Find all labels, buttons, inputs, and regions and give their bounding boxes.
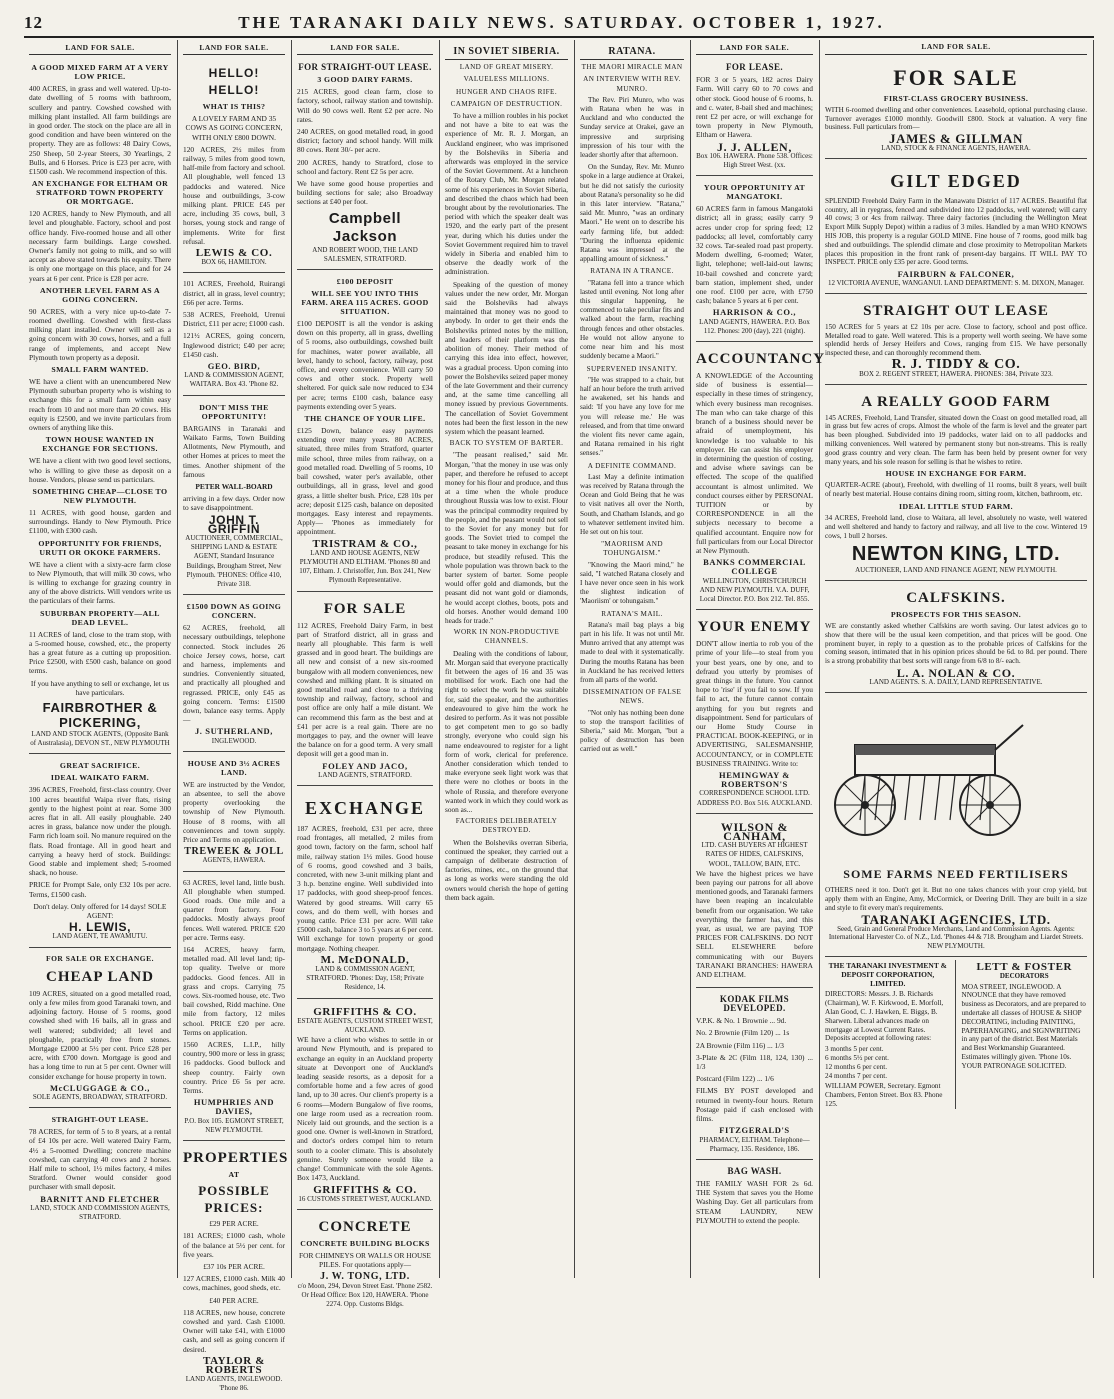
ad-body: 164 ACRES, heavy farm, metalled road. All level land; tip-top quality. Twelve or more paddocks. Good fences. All in grass and crops. Carrying 75 cows. Six-roomed house, etc. Two bail cowshed, Ridd machine. One mile from factory, 12 miles school. PRICE £20 per acre. Terms on application. xyxy=(183,945,285,1037)
firm-name: JOHN T. GRIFFIN xyxy=(207,512,261,536)
article-subhead: FACTORIES DELIBERATELY DESTROYED. xyxy=(455,817,558,835)
firm-address: AUCTIONEER, LAND AND FINANCE AGENT, NEW PLYMOUTH. xyxy=(855,566,1057,575)
article-paragraph: "Ratana fell into a trance which lasted until evening. Not long after this singular happening, he commenced to take peculiar fits and walked about the farm, reaching through fences and other obstacles. He would not allow anyone to come near him and his most suddenly became a Maori." xyxy=(580,278,684,361)
firm-name: NEWTON KING, LTD. xyxy=(851,543,1061,566)
masthead xyxy=(24,10,1094,38)
list-item: 127 ACRES, £1000 cash. Milk 40 cows, machines, good sheds, etc. xyxy=(183,1274,285,1293)
article-paragraph: Ratana's mail bag plays a big part in his life. It was not until Mr. Munro arrived that any attempt was made to deal with it systematically. During the mouths Ratana has been in Auckland he has received letters from all parts of the world. xyxy=(580,620,684,684)
price-line: No. 2 Brownie (Film 120) ... 1s xyxy=(696,1028,790,1038)
firm-name: L. A. NOLAN & CO. xyxy=(896,666,1016,681)
firm-address: c/o Moon, 294, Devon Street East. 'Phone 2582. Or Head Office: Box 120, HAWERA. 'Phone 2274. Opp. Customs Bldgs. xyxy=(297,1281,433,1308)
ad-title: SOME FARMS NEED FERTILISERS xyxy=(843,867,1069,882)
firm-address: LAND AND HOUSE AGENTS, NEW PLYMOUTH AND ELTHAM. 'Phones 80 and 107, Eltham. J. Christoffer, Jun. Box 241, New Plymouth Representative. xyxy=(299,548,431,585)
rate-line: 6 months 5½ per cent. xyxy=(825,1054,889,1063)
firm-name: BARNITT AND FLETCHER xyxy=(40,1193,160,1204)
ad-title: A REALLY GOOD FARM xyxy=(861,393,1051,410)
article-subhead: CAMPAIGN OF DESTRUCTION. xyxy=(450,99,563,108)
ad-title: HOUSE IN EXCHANGE FOR FARM. xyxy=(885,469,1027,479)
ad-title-2: POSSIBLE PRICES: xyxy=(198,1183,270,1216)
ad-sutherland xyxy=(183,598,285,752)
firm-name: TAYLOR & ROBERTS xyxy=(203,1354,265,1376)
firm-address: LAND AGENTS. S. A. DAILY, LAND REPRESENTATIVE. xyxy=(869,677,1043,686)
firm-name: HARRISON & CO., xyxy=(712,307,797,318)
firm-address: LAND AGENTS, STRATFORD. xyxy=(318,770,412,779)
ad-body: 145 ACRES, Freehold, Land Transfer, situated down the Coast on good metalled road, all in grass but few acres of crops. Almost the whole of the farm is level and the greater part has been ploughed. Subdivided into 19 paddocks, water laid on to all paddocks and milking conveniences. Well watered by permanent stony but non-streams. This is really good grass country and very clean. The farm has been held by present owner for very many years, and his sole reason for selling is that he wishes to retire. xyxy=(825,413,1087,466)
article-headline: RATANA. xyxy=(580,47,684,60)
list-item: 181 ACRES; £1000 cash, whole of the balance at 5½ per cent. for five years. xyxy=(183,1231,285,1259)
list-item: 240 ACRES, on good metalled road, in good district; factory and school handy. Will milk 80 cows. Rent 30/- per acre. xyxy=(297,127,433,155)
ad-title: CALFSKINS. xyxy=(906,590,1006,607)
firm-name: TREWEEK & JOLL xyxy=(184,846,284,858)
list-item: £37 10s PER ACRE. xyxy=(203,1261,265,1271)
ad-grocery xyxy=(825,59,1087,159)
ad-kodak xyxy=(696,991,813,1160)
list-item: £40 PER ACRE. xyxy=(209,1295,259,1305)
ad-title: ANOTHER LEVEL FARM AS A GOING CONCERN. xyxy=(40,285,160,304)
ad-subtitle: FIRST-CLASS GROCERY BUSINESS. xyxy=(883,93,1029,103)
section-heading: FOR SALE OR EXCHANGE. xyxy=(45,953,154,963)
ad-body: SPLENDID Freehold Dairy Farm in the Manawatu District of 117 ACRES. Beautiful flat country, all in ryegrass, fenced and subdivided into 12 paddocks, well watered; will carry 40 cows; 3 or 4cs from railway. Three dairy factories (including the Wellington Meat Export Milk Supply Depot) within a radius of 3 miles. Handled by a man WHO KNOWS HIS JOB, this property is a regular GOLD MINE. Fine house of 7 rooms, good milk bag shed and outbuildings. The splendid climate and close proximity to Metropolitan Markets places this proposition in the front rank of present-day bargains. IT WILL PAY TO INSPECT. PRICE only £35 per acre. Good terms. xyxy=(825,196,1087,267)
article-paragraph: Dealing with the conditions of labour, Mr. Morgan said that everyone practically fit between the ages of 16 and 35 was mobilised for work. Each one had the right to select the work he was suitable for, said the speaker, and the authorities endeavoured to give him the work he desired to perform. As it was not possible to get competent men to go so badly strongly, everyone who could sign his name endeavoured to register for a light form of work, clerical for preference. Another consideration which tended to make everyone seek light work was that there were no clothes or boots in the whole of Russia, and therefore everyone wanted work in which they could work as soon as... xyxy=(445,648,568,815)
ad-exchange xyxy=(297,789,433,999)
ad-accountancy xyxy=(696,345,826,610)
article-headline: IN SOVIET SIBERIA. xyxy=(445,47,568,60)
ad-griffin xyxy=(183,399,285,595)
ad-body: MOA STREET, INGLEWOOD. A NNOUNCE that they have removed business as Decorators, and are prepared to undertake all classes of HOUSE & SHOP DECORATING, including PAINTING, PAPERHANGING, and SIGNWRITING in any part of the district. Best Materials and Best Workmanship Guaranteed. Estimates willingly given. 'Phone 10s. YOUR PATRONAGE SOLICITED. xyxy=(961,982,1086,1070)
firm-name: M. McDONALD, xyxy=(320,953,410,966)
list-item: 215 ACRES, good clean farm, close to factory, school, railway station and township. Will do 90 cows well. Rent £2 per acre. No rates. xyxy=(297,87,433,124)
rate-line: 12 months 6 per cent. xyxy=(825,1062,888,1071)
column-2-heading: LAND FOR SALE. xyxy=(183,43,285,55)
ad-body: THE FAMILY WASH FOR 2s 6d. THE System that saves you the Home Washing Day. Get all particulars from STEAM LAUNDRY, NEW PLYMOUTH to extend the people. xyxy=(696,1178,813,1225)
ad-great-sacrifice xyxy=(29,757,171,947)
article-subhead: LAND OF GREAT MISERY. xyxy=(459,63,554,72)
ad-body: OTHERS need it too. Don't get it. But no one takes chances with your crop yield, but apply them with an Engine, Amy, McCormick, or Deering Drill. They are built in a size and style to fit every man's requirements. xyxy=(825,886,1087,913)
ad-body: 34 ACRES, Freehold land, close to Waitara, all level, absolutely no waste, well watered and well sheltered and handy to factory and railway, and all live to the cow. Wintered 19 cows, 1 bull 2 horses. xyxy=(825,513,1087,540)
article-paragraph: To have a million roubles in his pocket and not have a bite to eat was the experience of Mr. R. J. Morgan, an Auckland engineer, who was imprisoned by the Bolsheviks in Siberia and afterwards was employed in the service of the Soviet Government. At a luncheon of the Rotary Club, Mr. Morgan related some of his experiences in Soviet Siberia, and described the chaos which had been brought about by the revolutionaries. The period with which the speaker dealt was 1920, and the early part of the present year, during which his duties under the Soviet Government required him to travel widely in Siberia and enabled him to observe the deadly work of the administration. xyxy=(445,111,568,277)
ad-title: STRAIGHT OUT LEASE xyxy=(863,302,1049,319)
ad-title: IDEAL LITTLE STUD FARM. xyxy=(899,501,1013,511)
ad-subtitle: IDEAL WAIKATO FARM. xyxy=(50,773,150,783)
list-item: 101 ACRES, Freehold, Ruirangi district, all in grass, level country; £66 per acre. Terms. xyxy=(183,279,285,307)
article-paragraph: Last May a definite intimation was received by Ratana through the Ocean and Gold Being that he was to visit natives all over the North, South, and Chatham Islands, and go to whatever settlement invited him. He set out on his tour. xyxy=(580,472,684,536)
ad-body: £125 Down, balance easy payments extending over many years. 80 ACRES, situated, three miles from Stratford, quarter mile school, three miles from railway, on a good metalled road. Dwelling of 5 rooms, 10 bail cowshed, water per's available, other outbuildings, all in grass, level and good grass, a little shelter bush. Price, £28 10s per acre; deposit £125 cash, balance on deposited mortgages. Easy interest and repayments. Apply— 'Phones as immediately for appointment. xyxy=(297,426,433,537)
article-subhead: WORK IN NON-PRODUCTIVE CHANNELS. xyxy=(453,628,560,646)
firm-address: WELLINGTON, CHRISTCHURCH AND NEW PLYMOUTH. V.A. DUFF, Local Director. P.O. Box 212. Tel. 855. xyxy=(699,576,810,603)
ad-subtitle: 3 GOOD DAIRY FARMS. xyxy=(317,75,413,85)
firm-name: J. SUTHERLAND, xyxy=(194,726,274,737)
ad-body: FOR CHIMNEYS OR WALLS OR HOUSE PILES. For quotations apply— xyxy=(299,1250,431,1270)
ad-body: 400 ACRES, in grass and well watered. Up-to-date dwelling of 5 rooms with bathroom, scullery and pantry. Cowshed cowshed with milking plant installed. All farm buildings are in good order. The stock on the place are all in good condition and have been wintered on the property. They are as follows: 48 Dairy Cows, 250 Sheep, 50 2-year Steers, 30 Yearlings, 2 Bulls, and 6 Horses. Price is £23 per acre, with £1500 cash. We recommend inspection of this. xyxy=(29,84,171,177)
article-subhead: RATANA'S MAIL. xyxy=(601,609,663,618)
firm-address: AND ROBERT WOOD, THE LAND SALESMEN, STRATFORD. xyxy=(312,245,418,263)
ad-price: PRICE for Prompt Sale, only £32 10s per acre. Terms, £1500 cash. xyxy=(29,880,171,899)
ad-title: FOR STRAIGHT-OUT LEASE. xyxy=(298,62,432,73)
firm-address: AUCTIONEER, COMMERCIAL, SHIPPING LAND & ESTATE AGENT, Standard Insurance Buildings, Brougham Street, New Plymouth. 'PHONES: Office 410, Private 318. xyxy=(185,533,283,588)
ad-hello xyxy=(183,59,285,273)
ad-body: 60 ACRES farm in famous Mangatoki district; all in grass; easily carry 9 acres under crop for spring feed; 12 paddocks; all level, comfortably carry 32 cows. Tar-sealed road past property. Modern dwelling, 6-roomed; Water, light, telephone; well-laid-out lawns; 10-bail cowshed and concrete yard; barn station, implement shed, under one roof. £100 per acre, with £750 cash; balance 5 years at 6 per cent. xyxy=(696,204,813,306)
ad-body: 120 ACRES, handy to New Plymouth, and all level and ploughable. Factory, school and post office handy. Five-roomed house and all other necessary farm buildings. Large cowshed. Owner's family not going to milk, and so will accept as above stated towards his equity. There is only one mortgage on this place, and for 24 years at 6 per cent. Price is £28 per acre. xyxy=(29,209,171,283)
firm-address: SOLE AGENTS, BROADWAY, STRATFORD. xyxy=(32,1093,168,1102)
ad-body: 63 ACRES, level land, little bush. All ploughable when stumped. Good roads. One mile and a quarter from factory. Four paddocks. Mostly always proof fences. Well watered. PRICE £20 per acre. Terms easy. xyxy=(183,877,285,942)
firm-address: LAND AGENT, TE AWAMUTU. xyxy=(52,932,148,941)
ad-body: A LOVELY FARM AND 35 COWS AS GOING CONCERN, WITH ONLY £800 DOWN. xyxy=(185,114,283,142)
firm-name: H. LEWIS, xyxy=(68,920,132,935)
column-6-heading: LAND FOR SALE. xyxy=(696,43,813,55)
ad-body: WE have a client who wishes to settle in or around New Plymouth, and is prepared to exchange an equity in an Auckland property situate at Devonport one of Auckland's leading seaside resorts, as a deposit for a comfortable home and a few acres of good land, up to 30 acres. Our client's property is a 6 rooms—Modern Bungalow of five rooms, one large room used as a recreation room. Nicely laid out grounds, and the section is a good one. Owner is well-known in Stratford, and doctor's orders compel him to return south to a cooler climate. This is absolutely genuine. Surely someone would like a change! Communicate with the sole Agents. Box 1473, Auckland. xyxy=(297,1035,433,1183)
ad-subtitle: WILL SEE YOU INTO THIS FARM. AREA 115 ACRES. GOOD SITUATION. xyxy=(301,289,429,317)
ad-title: FOR SALE xyxy=(323,600,407,617)
ad-body: 150 ACRES for 5 years at £2 10s per acre. Close to factory, school and post office. Metalled road to gate. Well watered. This is a property well worth seeing. We have some splendid herds of Jersey Heifers and Cows, ranging from £15. We have personally inspected these, and can thoroughly recommend them. xyxy=(825,322,1087,358)
ad-100-deposit xyxy=(297,273,433,591)
ad-straight-out-lease xyxy=(29,1111,171,1227)
ad-note: FILMS BY POST developed and returned in twenty-four hours. Return Postage paid if cash enclosed with films. xyxy=(696,1086,813,1124)
ad-title: HOUSE AND 3½ ACRES LAND. xyxy=(187,758,281,777)
ad-properties xyxy=(183,1144,289,1398)
ad-subtitle: PROSPECTS FOR THIS SEASON. xyxy=(890,610,1022,620)
ad-title: £100 DEPOSIT xyxy=(336,277,394,287)
firm-name: FAIRBROTHER & PICKERING, xyxy=(42,699,158,730)
ad-fertilisers xyxy=(825,696,1087,957)
ad-body: We have the highest prices we have been paying our patrons for all above mentioned goods, and Taranaki farmers have been reaping an incalculable benefit from our organisation. We take everything the farmer has, and this year, as usual, we are paying TOP PRICES FOR CALFSKINS. DO NOT SELL ELSEWHERE before communicating with our Buyers TARANAKI BRANCHES: HAWERA AND ELTHAM. xyxy=(696,868,813,980)
ad-body: 1560 ACRES, L.I.P., hilly country, 900 more or less in grass; 16 paddocks. Good bullock and sheep country. Fairly own country. Price £6 5s per acre. Terms. xyxy=(183,1040,285,1096)
ad-body: 109 ACRES, situated on a good metalled road, only a few miles from good Taranaki town, and adjoining factory. House of 5 rooms, good cowshed shed with 16 bails, all in grass and well watered; subdivided; all level and ploughable, practically free from stones. Mortgage £2000 at 5½ per cent. Price £28 per acre, with £700 down. Mortgage is good and has a long time to run at 5 per cent. Owner will consider exchange for house property in town. xyxy=(29,988,171,1081)
ad-bag-wash xyxy=(696,1163,813,1233)
column-6 xyxy=(691,40,826,1278)
ad-note: Don't delay. Only offered for 14 days! SOLE AGENT: xyxy=(33,901,167,920)
firm-address: LAND AGENTS, HAWERA. P.O. Box 112. Phones: 200 (day), 221 (night). xyxy=(699,317,810,335)
article-paragraph: Speaking of the question of money values under the new order, Mr. Morgan said the Bolsheviks had always maintained that money was no good to anybody. In order to get their ends the Bolsheviks printed notes by the million, and leaders of their platform was the abolition of money. Their method of carrying this idea into effect, however, was a gradual process. Upon coming into power the Bolsheviks seized paper money of the late Government and their currency and, at the same time cancelling all money issued by previous Governments. The cancellation of Soviet Government notes had been the first lesson in the new system which the peasant learned. xyxy=(445,279,568,436)
ad-wilson-canham xyxy=(696,817,813,988)
article-subhead: A DEFINITE COMMAND. xyxy=(587,461,677,470)
firm-name: BANKS COMMERCIAL COLLEGE xyxy=(703,557,806,577)
ad-title: £1500 DOWN AS GOING CONCERN. xyxy=(186,602,282,621)
ad-body: arriving in a few days. Order now to save disappointment. xyxy=(183,494,285,513)
ad-cheap-land xyxy=(29,951,171,1109)
column-1-heading: LAND FOR SALE. xyxy=(29,43,171,55)
ad-title: ACCOUNTANCY xyxy=(696,351,826,368)
firm-address: ESTATE AGENTS, CUSTOM STREET WEST, AUCKLAND. xyxy=(297,1016,433,1035)
firm-address: CORRESPONDENCE SCHOOL LTD. ADDRESS P.O. Box 516. AUCKLAND. xyxy=(696,789,813,807)
ad-title: A GOOD MIXED FARM AT A VERY LOW PRICE. xyxy=(31,63,169,82)
article-paragraph: "Knowing the Maori mind," he said, "I watched Ratana closely and I have never once seen in his work the slightest indication of 'Maoriism' or tohungaism." xyxy=(580,560,684,606)
firm-name: Campbell Jackson xyxy=(328,209,402,245)
ad-geo-bird xyxy=(183,276,285,395)
ad-title: THE CHANCE OF YOUR LIFE. xyxy=(304,414,426,424)
firm-name: HUMPHRIES AND DAVIES, xyxy=(193,1097,275,1117)
seed-drill-illustration xyxy=(825,705,1025,855)
ad-product: PETER WALL-BOARD xyxy=(195,481,273,491)
page-number: 12 xyxy=(24,13,43,32)
firm-name: R. J. TIDDY & CO. xyxy=(891,356,1021,372)
firm-name: GRIFFITHS & CO. xyxy=(313,1005,417,1018)
article-subhead: SUPERVENED INSANITY. xyxy=(586,364,678,373)
firm-address: Box 106. HAWERA. Phone 538. Offices: High Street West. (xx. xyxy=(696,151,813,170)
ad-body: 11 ACRES of land, close to the tram stop, with a 5-roomed house, cowshed, etc., the property has a great future as a cutting up proposition. Price £2500, with £500 cash, balance on good terms. xyxy=(29,629,171,676)
firm-name: WILSON & CANHAM, xyxy=(720,819,789,844)
article-paragraph: "The peasant realised," said Mr. Morgan, "that the money in use was only paper, and therefore he refused to accept money for his flour and produce, and thus at a time when the whole produce throughout Russia was low to exist. Flour was the principal commodity required by the people, and the peasant would not sell to the Soviet for any money but for goods. The Soviet tried to compel the peasant to take money in exchange for his produce, but steadily refused. This the whole population was thrown back to the barter system of barter. Some people would offer gold and diamonds, but the peasant did not want gold or diamonds, he would accept clothes, boots, pots and old horses. Another would demand 100 heads for trade." xyxy=(445,450,568,625)
firm-address: AGENTS, HAWERA. xyxy=(202,856,266,865)
article-subhead: "MAORIISM AND TOHUNGAISM." xyxy=(601,540,663,558)
ad-title: DON'T MISS THE OPPORTUNITY! xyxy=(199,402,269,421)
firm-address: PHARMACY, ELTHAM. Telephone— Pharmacy, 135. Residence, 186. xyxy=(699,1135,810,1153)
ad-title: GILT EDGED xyxy=(890,170,1022,191)
ad-title: OPPORTUNITY FOR FRIENDS, URUTI OR OKOKE FARMERS. xyxy=(38,538,162,557)
ad-title: EXCHANGE xyxy=(304,797,425,818)
list-item: £29 PER ACRE. xyxy=(209,1219,259,1229)
ad-body: WE are constantly asked whether Calfskins are worth saving. Our latest advices go to show that there will be the usual keen competition, and that prices will be good. One prominent buyer, in reply to a question as to the probable prices of Calfskins for the coming season, intimated that in his opinion prices should be 6d. to 8d. per pound. There is a strong probability that best sorts will range from 6/8 to 8/- each. xyxy=(825,622,1087,666)
ad-house-land xyxy=(183,755,285,872)
firm-address: P.O. Box 105. EGMONT STREET, NEW PLYMOUTH. xyxy=(184,1116,284,1134)
article-subhead: VALUELESS MILLIONS. xyxy=(463,75,550,84)
article-subhead: AN INTERVIEW WITH REV. MUNRO. xyxy=(583,75,681,93)
ad-subtitle: WHAT IS THIS? xyxy=(202,102,266,112)
column-5-article xyxy=(575,40,691,1278)
ad-for-sale xyxy=(297,595,433,786)
article-paragraph: When the Bolsheviks overran Siberia, continued the speaker, they carried out a campaign of deliberate destruction of factories, mines, etc., on the ground that as long as works were standing the old owners would cherish the hope of getting them back again. xyxy=(445,837,568,902)
price-line: V.P.K. & No. 1 Brownie ... 9d. xyxy=(696,1016,787,1026)
ad-concrete xyxy=(297,1213,433,1314)
ad-body: 78 ACRES, for term of 5 to 8 years, at a rental of £4 10s per acre. Well watered Dairy Farm, 4½ a 5-roomed Dwelling; concrete machine cowshed, can carrying 40 cows and 2 horses. Half mile to school, 1½ miles factory, 4 miles Stratford. Owner would consider good purchaser with small deposit. xyxy=(29,1127,171,1192)
list-item: 538 ACRES, Freehold, Urenui District, £11 per acre; £1000 cash. xyxy=(183,310,285,329)
ad-title: BAG WASH. xyxy=(727,1165,782,1176)
list-item: 118 ACRES, new house, concrete cowshed and yard. Cash £1000. Owner will take £41, with £1000 cash, and sell as going concern if desired. xyxy=(183,1307,285,1354)
firm-address: BOX 66, HAMILTON. xyxy=(201,258,267,267)
ad-title: THE TARANAKI INVESTMENT & DEPOSIT CORPORATION, LIMITED. xyxy=(828,961,947,988)
ad-straight-out-lease xyxy=(297,59,433,270)
article-subhead: DISSEMINATION OF FALSE NEWS. xyxy=(582,688,682,706)
ad-body: QUARTER-ACRE (about), Freehold, with dwelling of 11 rooms, built 8 years, well built of nearly best material. House contains dining room, sitting room, kitchen, bathroom, etc. xyxy=(825,481,1087,499)
column-3 xyxy=(292,40,440,1308)
article-paragraph: The Rev. Piri Munro, who was with Ratana when he was in Auckland and who conducted the Sunday service at Orakei, gave an impressive and surprising impression of his tour with the leader shortly after that afternoon. xyxy=(580,95,684,160)
ad-griffiths xyxy=(297,1002,433,1210)
article-paragraph: "He was strapped to a chair, but half an hour before the truth arrived he awakened, set his hands and said: 'If you have any love for me you will release me.' He was released, and from that time onward the violent fits never came again, and Ratana remained in his right senses." xyxy=(580,375,684,458)
rate-line: 24 months 7 per cent. xyxy=(825,1071,888,1080)
ad-body: 11 ACRES, with good house, garden and surroundings. Handy to New Plymouth. Price £1100, with £300 cash. xyxy=(29,507,171,536)
ad-humphries xyxy=(183,875,285,1141)
ad-title: SUBURBAN PROPERTY—ALL DEAD LEVEL. xyxy=(40,608,160,627)
column-7 xyxy=(820,40,1094,1278)
ad-note: We have some good house properties and building sections for sale; also Broadway sections at £40 per foot. xyxy=(297,179,433,207)
firm-name: FAIRBURN & FALCONER, xyxy=(897,269,1015,280)
article-paragraph: On the Sunday, Rev. Mr. Munro spoke in a large audience at Orakei, but he did not satisfy the curiosity about Ratana's personality so he did in this later interview. "Ratana," said Mr. Munro, "was an ordinary Maori." He went on to describe his early farming life, but added: "During the influenza epidemic Ratana was impressed at the appalling amount of sickness." xyxy=(580,163,684,264)
ad-title: CONCRETE xyxy=(318,1218,412,1235)
ad-body: WE have a client with an unencumbered New Plymouth suburban property who is wishing to exchange this for a small farm within easy reach from 10 and not more than 20 cows. His equity is £2500, and we invite particulars from owners of anything like this. xyxy=(29,377,171,433)
firm-name: McCLUGGAGE & CO., xyxy=(50,1082,150,1093)
ad-title: GREAT SACRIFICE. xyxy=(59,761,141,771)
firm-address: Seed, Grain and General Produce Merchants, Land and Commission Agents. Agents: International Harvester Co. of N.Z., Ltd. 'Phones 44 & 718. Brougham and Liardet Streets. NEW PLYMOUTH. xyxy=(828,924,1084,951)
firm-name: LEWIS & CO. xyxy=(195,247,273,260)
firm-address: LAND & COMMISSION AGENT, WAITARA. Box 43. 'Phone 82. xyxy=(184,371,284,389)
column-1 xyxy=(24,40,178,1278)
bottom-ads-row xyxy=(825,960,1087,1109)
firm-address: LAND, STOCK & FINANCE AGENTS, HAWERA. xyxy=(881,143,1031,152)
firm-address: LAND AND STOCK AGENTS, (Opposite Bank of Australasia), DEVON ST., NEW PLYMOUTH xyxy=(30,729,170,748)
ad-good-farm xyxy=(825,388,1087,582)
list-item: 200 ACRES, handy to Stratford, close to school and factory. Rent £2 5s per acre. xyxy=(297,157,433,176)
ad-straight-out-lease xyxy=(825,297,1087,385)
firm-name: J. W. TONG, LTD. xyxy=(320,1271,410,1283)
firm-name: FOLEY AND JACO, xyxy=(322,760,408,771)
column-4-article xyxy=(440,40,575,1278)
column-2 xyxy=(178,40,292,1393)
ad-body: WE have a client with two good level sections, who is willing to give these as deposit on a house. Vendors, please send us particulars. xyxy=(29,456,171,484)
firm-name: GRIFFITHS & CO. xyxy=(313,1183,417,1196)
ad-mangatoki xyxy=(696,179,813,342)
price-line: 3-Plate & 2C (Film 118, 124, 130) ... 1/3 xyxy=(696,1052,813,1072)
ad-title: HELLO! HELLO! xyxy=(208,66,260,98)
ad-calfskins xyxy=(825,584,1087,693)
firm-address: 12 VICTORIA AVENUE, WANGANUI. LAND DEPARTMENT: S. M. DIXON, Manager. xyxy=(827,278,1085,287)
ad-investment xyxy=(825,960,956,1109)
ad-detail: 120 ACRES, 2½ miles from railway, 5 miles from good town, half-mile from factory and school. All ploughable, well fenced 13 paddocks and watered. Nice house and outbuildings, 3-cow milking plant. PRICE £45 per acre, including 35 cows, bull, 3 horses, young stock and range of implements. Write for first refusal. xyxy=(183,144,285,246)
ad-your-enemy xyxy=(696,613,813,814)
ad-signature: WILLIAM POWER, Secretary. Egmont Chambers, Fenton Street. Box 83. Phone 125. xyxy=(825,1082,943,1108)
firm-name: LETT & FOSTER xyxy=(976,961,1073,974)
ad-for-lease xyxy=(696,59,813,176)
ad-body: DON'T allow inertia to rob you of the prime of your life—to steal from you your best years, one by one, and to defraud you utterly by promises of great things in the future. You cannot hope to 'rise' if you fail to sow. If you fail to act, the future cannot contain anything for you but regrets and disappointment. Send for particulars of our Home Study Course in PRACTICAL BOOK-KEEPING, or in ADVERTISING, SALESMANSHIP, ACCOUNTANCY, or in COMPLETE BUSINESS TRAINING. Write to: xyxy=(696,639,813,768)
ad-title: SMALL FARM WANTED. xyxy=(51,365,149,375)
price-line: Postcard (Film 122) ... 1/6 xyxy=(696,1074,774,1084)
ad-title: YOUR OPPORTUNITY AT MANGATOKI. xyxy=(703,183,806,202)
ad-body: BARGAINS in Taranaki and Waikato Farms, Town Building Allotments, New Plymouth, and other Homes at prices to meet the times. Another shipment of the famous xyxy=(183,423,285,479)
ad-subtitle: AT xyxy=(228,1170,240,1180)
ad-gilt-edged xyxy=(825,162,1087,294)
ad-mixed-farm xyxy=(29,59,171,754)
ad-body: WE have a client with a sixty-acre farm close to New Plymouth, that will milk 30 cows, who is willing to exchange for grazing country in any of the above districts. Will vendors write us the particulars of their farms. xyxy=(29,559,171,606)
article-subhead: BACK TO SYSTEM OF BARTER. xyxy=(449,439,564,448)
ad-body: DIRECTORS: Messrs. J. B. Richards (Chairman), W. F. Kirkwood, E. Morfoll, Alan Good, C. J. Hawken, E. Biggs, B. Sharwen. Liberal advances made on mortgage at Lowest Current Rates. Deposits accepted at following rates: xyxy=(825,990,944,1043)
article-subhead: RATANA IN A TRANCE. xyxy=(590,267,674,276)
firm-name: GEO. BIRD, xyxy=(207,361,261,372)
article-subhead: THE MAORI MIRACLE MAN xyxy=(581,63,683,72)
firm-name: TRISTRAM & CO., xyxy=(312,537,418,550)
firm-name: J. J. ALLEN, xyxy=(717,139,792,154)
column-3-heading: LAND FOR SALE. xyxy=(297,43,433,55)
firm-address: LAND, STOCK AND COMMISSION AGENTS, STRATFORD. xyxy=(30,1203,170,1222)
firm-address: 16 CUSTOMS STREET WEST, AUCKLAND. xyxy=(298,1194,432,1203)
firm-address: LAND & COMMISSION AGENT, STRATFORD. 'Phones: Day, 158; Private Residence, 14. xyxy=(306,965,424,992)
ad-title: AN EXCHANGE FOR ELTHAM OR STRATFORD TOWN PROPERTY OR MORTGAGE. xyxy=(31,179,169,207)
price-line: 2A Brownie (Film 116) ... 1/3 xyxy=(696,1040,785,1050)
ad-title: CHEAP LAND xyxy=(46,968,154,985)
ad-body: WITH 6-roomed dwelling and other conveniences. Leasehold, optional purchasing clause. Turnover averages £1000 monthly. Goodwill £800. Stock at valuation. A very fine business. Full particulars from— xyxy=(825,105,1087,132)
ad-body: 187 ACRES, freehold, £31 per acre, three road frontages, all metalled, 2 miles from good town, factory on the farm, school half mile, railway station 1½ miles. Good house of 6 rooms, good cowshed and 3 bails, concreted, with new 3-unit milking plant and 3 h.p. benzine engine. Well subdivided into 17 paddocks, with good sheep-proof fences. Watered by good streams. Will carry 65 cows, and do them well, with horses and young cattle. Price £31 per acre. Will take £5000 cash, balance 3 to 5 years at 6 per cent. Will exchange for town property or good mortgage. Nothing cheaper. xyxy=(297,823,433,953)
ad-note: If you have anything to sell or exchange, let us have particulars. xyxy=(30,678,170,697)
ad-body: A KNOWLEDGE of the Accounting side of business is essential—especially in these times of stringency, which every business man recognises. The man who can take charge of this branch of a business should never be afraid of unemployment, his knowledge is too valuable to his employer. He can assist his employer in determining the question of costing, and advise where savings can be effected. The scope of the qualified accountant is almost unlimited. We conduct courses either by PERSONAL TUITION or by CORRESPONDENCE in all the subjects necessary to become a qualified accountant. Enquire now for full particulars from our Local Director at New Plymouth. xyxy=(696,371,813,555)
ad-title: SOMETHING CHEAP—CLOSE TO NEW PLYMOUTH. xyxy=(32,486,168,505)
ad-title: FOR SALE xyxy=(893,64,1019,90)
ad-body: £100 DEPOSIT is all the vendor is asking down on this property, all in grass, dwelling of 5 rooms, also outbuildings, cowshed built for machines, water power available, all level, handy to school, factory, railway, post office, and every convenience. Will carry 50 cows and other stock. Property well sheltered. For quick sale now reduced to £34 per acre; terms £100 cash, balance easy payments extending over 5 years. xyxy=(297,319,433,411)
ad-body: 396 ACRES, Freehold, first-class country. Over 100 acres beautiful Waipa river flats, rising gently to the highest point at rear. Some 300 acres flat in all. All easily ploughable. 240 acres in grass, balance now under the plough. Farm rich loam soil. No manure required on the flats. Road frontage. All in good heart and carrying a heavy herd of stock. Buildings: Good stable and implement shed; 5-roomed shack, no house. xyxy=(29,785,171,878)
ad-title: YOUR ENEMY xyxy=(697,619,812,636)
firm-address: BOX 2. REGENT STREET, HAWERA. PHONES: 384, Private 323. xyxy=(859,369,1053,378)
rate-line: 3 months 5 per cent. xyxy=(825,1045,884,1054)
firm-address: DECORATORS xyxy=(999,971,1049,980)
ad-body: WE are instructed by the Vendor, an absentee, to sell the above property overlooking the township of New Plymouth. House of 8 rooms, with all conveniences and town supply. Price and Terms on application. xyxy=(183,779,285,844)
firm-name: FITZGERALD'S xyxy=(719,1125,790,1136)
ad-title: TOWN HOUSE WANTED IN EXCHANGE FOR SECTIONS. xyxy=(42,435,158,454)
ad-body: 90 ACRES, with a very nice up-to-date 7-roomed dwelling. Cowshed with first-class milking plant installed. Owner will sell as a going concern with 30 cows, horses, and a full range of implements, and accept New Plymouth town property as a deposit. xyxy=(29,306,171,362)
ad-title: STRAIGHT-OUT LEASE. xyxy=(51,1115,149,1125)
ad-title: KODAK FILMS DEVELOPED. xyxy=(719,994,790,1014)
firm-name: TARANAKI AGENCIES, LTD. xyxy=(861,911,1051,927)
firm-name: HEMINGWAY & ROBERTSON'S xyxy=(719,770,790,790)
ad-body: FOR 3 or 5 years, 182 acres Dairy Farm. Will carry 60 to 70 cows and other stock. Good house of 6 rooms, h. and c. water, 8-bail shed and machines; rent £2 per acre, or will exchange for town property in New Plymouth, Eltham or Hawera. xyxy=(696,75,813,140)
list-item: 121½ ACRES, going concern, Inglewood district; £40 per acre; £1450 cash. xyxy=(183,331,285,359)
article-paragraph: "Not only has nothing been done to stop the transport facilities of Siberia," said Mr. Morgan, "but a policy of destruction has been carried out as well." xyxy=(580,708,684,754)
firm-address: INGLEWOOD. xyxy=(211,736,257,745)
ad-title: PROPERTIES xyxy=(183,1150,289,1167)
ad-lett-foster xyxy=(962,960,1088,1109)
ad-body: 112 ACRES, Freehold Dairy Farm, in best part of Stratford district, all in grass and nearly all ploughable. This farm is well grassed and in good heart. The buildings are all new and consist of a new six-roomed bungalow with all modern conveniences, new cowshed and milking plant. It is situated on good metalled road and close to a thriving township and railway, factory, school and post office are only half a mile distant. We can recommend this farm as the best and at £41 per acre is a real gain. There are no mortgages to pay, and the owner will leave the balance on for a good term. A very small deposit will get a good man in. xyxy=(297,620,433,759)
firm-address: LAND AGENTS, INGLEWOOD. 'Phone 86. xyxy=(185,1375,283,1393)
ad-title: FOR LEASE. xyxy=(725,62,783,73)
ad-body: 62 ACRES, freehold, all necessary outbuildings, telephone connected. Stock includes 26 choice Jersey cows, horse, cart and harness, implements and sundries. Conveniently situated, and practically all ploughed and regrassed. PRICE, only £45 as going concern. Terms: £1500 down, balance easy terms. Apply— xyxy=(183,623,285,725)
newspaper-title: THE TARANAKI DAILY NEWS. SATURDAY. OCTOBER 1, 1927. xyxy=(238,13,885,32)
firm-name: JAMES & GILLMAN xyxy=(889,131,1023,147)
ad-subtitle: CONCRETE BUILDING BLOCKS xyxy=(300,1238,430,1248)
firm-address: LTD. CASH BUYERS AT HIGHEST RATES OF HIDES, CALFSKINS, WOOL, TALLOW, BAIN, ETC. xyxy=(701,841,808,868)
article-subhead: HUNGER AND CHAOS RIFE. xyxy=(455,87,558,96)
column-7-heading: LAND FOR SALE. xyxy=(825,43,1087,55)
